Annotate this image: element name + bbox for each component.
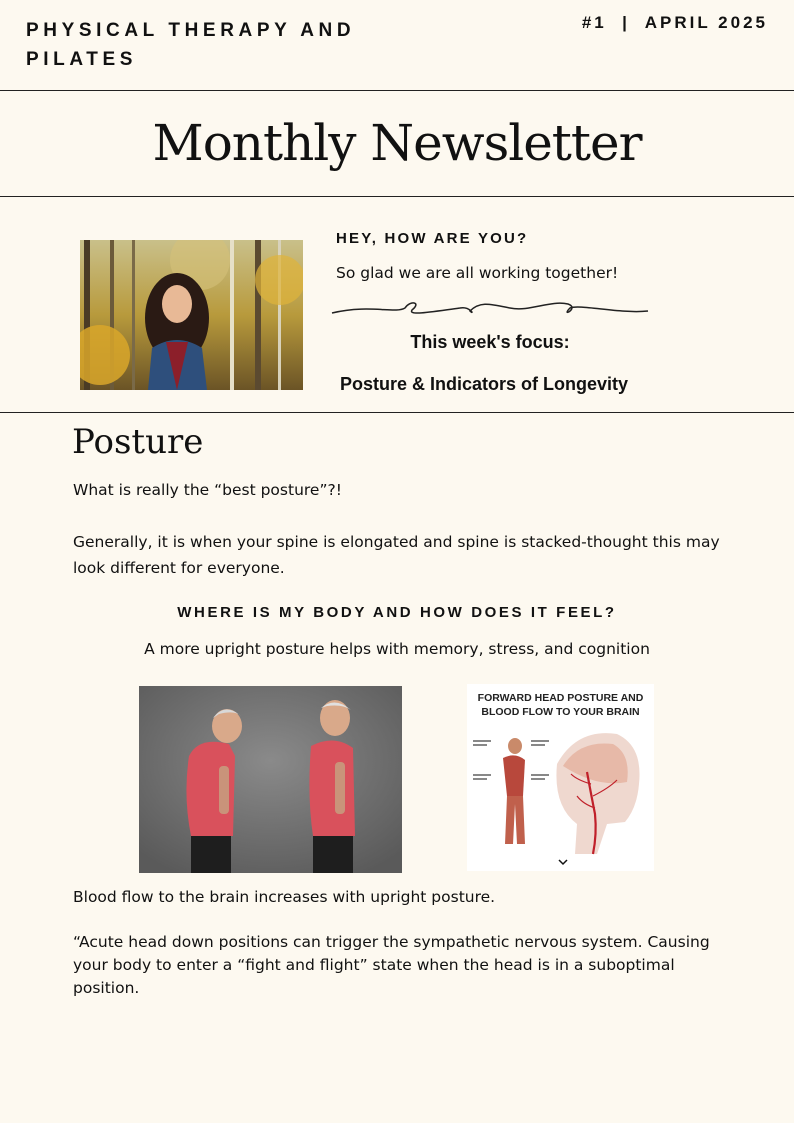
issue-date: #1 | APRIL 2025 bbox=[581, 13, 768, 32]
profile-photo bbox=[80, 240, 303, 390]
posture-comparison-photo bbox=[139, 686, 402, 873]
focus-label: This week's focus: bbox=[410, 332, 570, 352]
decorative-squiggle bbox=[330, 296, 650, 320]
focus-topic: Posture & Indicators of Longevity bbox=[340, 374, 629, 394]
nervous-system-quote: “Acute head down positions can trigger the sympathetic nervous system. Causing your body to enter a “fight and flight” state when the head is in a suboptimal position. bbox=[73, 933, 710, 997]
blood-flow-note: Blood flow to the brain increases with upright posture. bbox=[73, 888, 496, 906]
brand-name: PHYSICAL THERAPY AND PILATES bbox=[26, 20, 356, 70]
newsletter-title: Monthly Newsletter bbox=[152, 114, 642, 172]
header-divider bbox=[0, 90, 794, 91]
title-divider bbox=[0, 196, 794, 197]
diagram-title: FORWARD HEAD POSTURE AND BLOOD FLOW TO YOUR BRAIN bbox=[477, 692, 644, 718]
welcome-message: So glad we are all working together! bbox=[336, 264, 619, 282]
intro-divider bbox=[0, 412, 794, 413]
posture-question: What is really the “best posture”?! bbox=[73, 481, 342, 499]
greeting-heading: HEY, HOW ARE YOU? bbox=[336, 230, 529, 247]
section-heading: Posture bbox=[72, 422, 204, 462]
posture-benefit: A more upright posture helps with memory, stress, and cognition bbox=[144, 640, 650, 658]
forward-head-posture-diagram bbox=[467, 684, 654, 871]
posture-definition: Generally, it is when your spine is elongated and spine is stacked-thought this may look different for everyone. bbox=[73, 533, 720, 577]
body-awareness-heading: WHERE IS MY BODY AND HOW DOES IT FEEL? bbox=[177, 604, 617, 621]
